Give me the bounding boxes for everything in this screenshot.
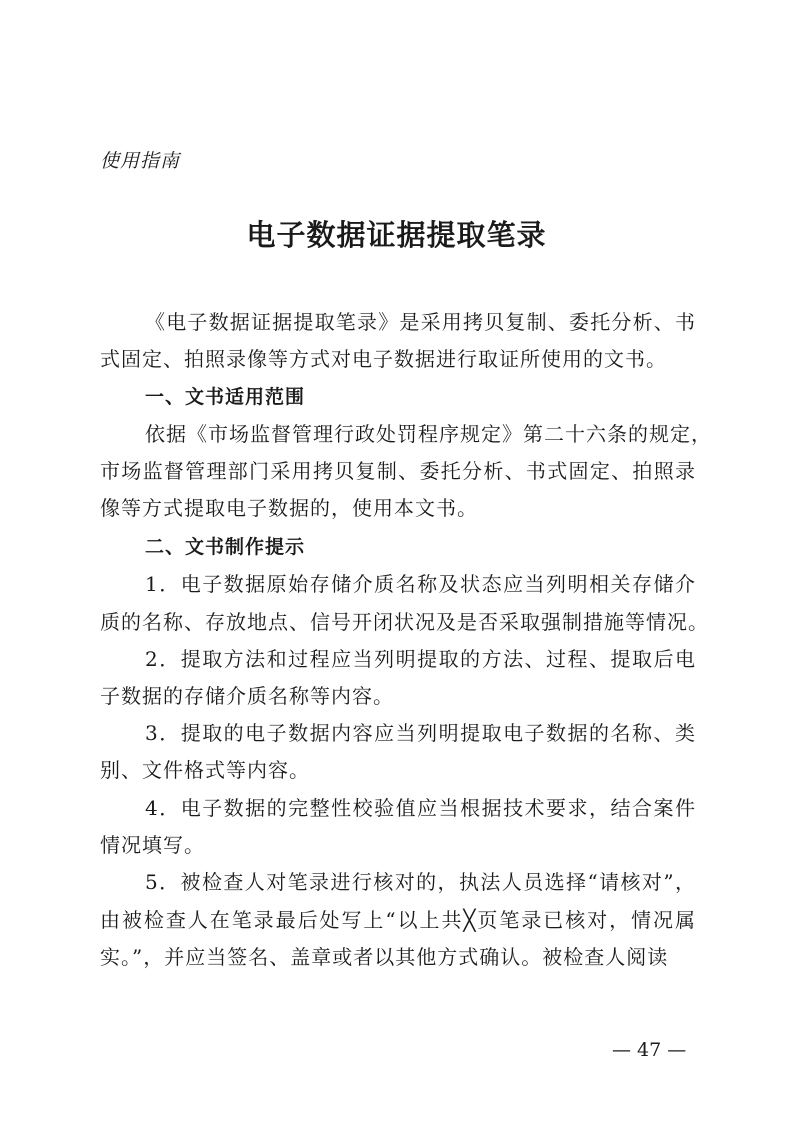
guide-label: 使用指南 xyxy=(100,150,181,172)
tip-5-line-3: 实。”，并应当签名、盖章或者以其他方式确认。被检查人阅读 xyxy=(100,945,669,969)
intro-line-2: 式固定、拍照录像等方式对电子数据进行取证所使用的文书。 xyxy=(100,347,667,371)
scope-line-3: 像等方式提取电子数据的，使用本文书。 xyxy=(100,496,478,520)
page-number: — 47 — xyxy=(612,1039,687,1061)
scope-line-1: 依据《市场监督管理行政处罚程序规定》第二十六条的规定， xyxy=(145,422,712,446)
section-heading-scope: 一、文书适用范围 xyxy=(145,386,306,408)
tip-5-line-1: 5．被检查人对笔录进行核对的，执法人员选择“请核对”， xyxy=(145,870,696,894)
tip-1-line-1: 1．电子数据原始存储介质名称及状态应当列明相关存储介 xyxy=(145,572,696,596)
section-heading-tips: 二、文书制作提示 xyxy=(145,536,306,558)
tip-2-line-2: 子数据的存储介质名称等内容。 xyxy=(100,684,394,708)
tip-4-line-1: 4．电子数据的完整性校验值应当根据技术要求，结合案件 xyxy=(145,796,696,820)
tip-2-line-1: 2．提取方法和过程应当列明提取的方法、过程、提取后电 xyxy=(145,647,696,671)
tip-5-line-2: 由被检查人在笔录最后处写上“以上共╳页笔录已核对，情况属 xyxy=(100,908,696,932)
scope-line-2: 市场监督管理部门采用拷贝复制、委托分析、书式固定、拍照录 xyxy=(100,459,696,483)
document-title: 电子数据证据提取笔录 xyxy=(246,218,547,252)
intro-line-1: 《电子数据证据提取笔录》是采用拷贝复制、委托分析、书 xyxy=(145,310,696,334)
tip-4-line-2: 情况填写。 xyxy=(100,833,205,857)
tip-3-line-2: 别、文件格式等内容。 xyxy=(100,758,310,782)
tip-1-line-2: 质的名称、存放地点、信号开闭状况及是否采取强制措施等情况。 xyxy=(100,610,709,634)
tip-3-line-1: 3．提取的电子数据内容应当列明提取电子数据的名称、类 xyxy=(145,721,696,745)
